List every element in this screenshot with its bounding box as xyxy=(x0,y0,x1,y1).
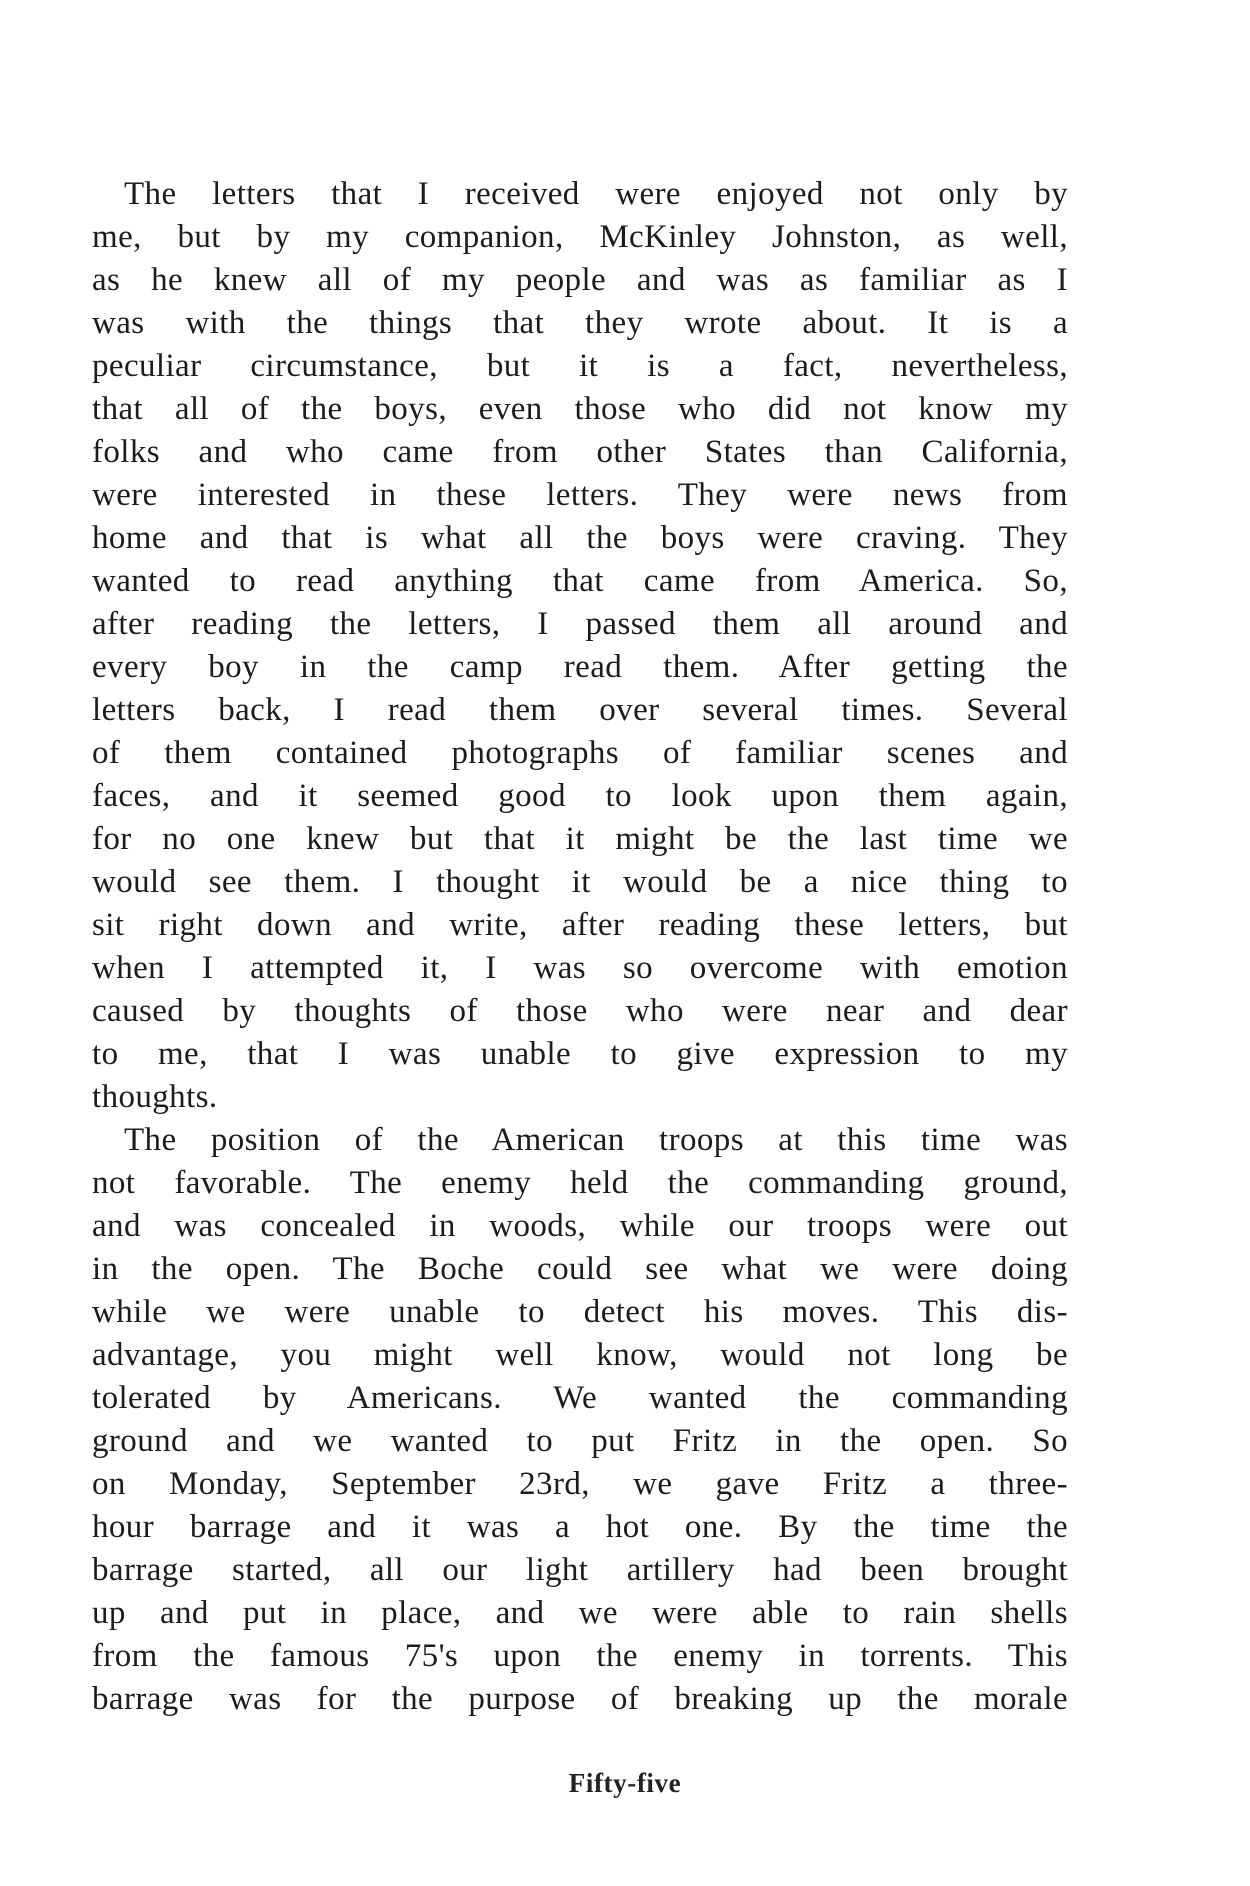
text-line: wanted to read anything that came from America. So, xyxy=(92,563,1068,599)
text-line: sit right down and write, after reading these letters, but xyxy=(92,907,1068,943)
paragraph-position xyxy=(92,1119,1068,1721)
text-line: on Monday, September 23rd, we gave Fritz a three- xyxy=(92,1466,1068,1502)
text-line: barrage was for the purpose of breaking up the morale xyxy=(92,1681,1068,1717)
text-line: when I attempted it, I was so overcome with emotion xyxy=(92,950,1068,986)
text-line: to me, that I was unable to give expression to my xyxy=(92,1036,1068,1072)
text-line: peculiar circumstance, but it is a fact, nevertheless, xyxy=(92,348,1068,384)
text-line: faces, and it seemed good to look upon them again, xyxy=(92,778,1068,814)
paragraph-letters xyxy=(92,173,1068,1119)
text-line: thoughts. xyxy=(92,1079,218,1115)
text-line: folks and who came from other States than California, xyxy=(92,434,1068,470)
text-line: barrage started, all our light artillery had been brought xyxy=(92,1552,1068,1588)
text-line: in the open. The Boche could see what we were doing xyxy=(92,1251,1068,1287)
text-line: me, but by my companion, McKinley Johnston, as well, xyxy=(92,219,1068,255)
text-line: for no one knew but that it might be the last time we xyxy=(92,821,1068,857)
text-line: from the famous 75's upon the enemy in torrents. This xyxy=(92,1638,1068,1674)
page-number: Fifty-five xyxy=(568,1768,682,1798)
text-line: and was concealed in woods, while our troops were out xyxy=(92,1208,1068,1244)
text-line: home and that is what all the boys were craving. They xyxy=(92,520,1068,556)
text-line: was with the things that they wrote about. It is a xyxy=(92,305,1068,341)
text-line: as he knew all of my people and was as familiar as I xyxy=(92,262,1068,298)
text-line: tolerated by Americans. We wanted the commanding xyxy=(92,1380,1068,1416)
text-line: of them contained photographs of familiar scenes and xyxy=(92,735,1068,771)
text-line: letters back, I read them over several times. Several xyxy=(92,692,1068,728)
body-text xyxy=(92,173,1068,1721)
text-line: ground and we wanted to put Fritz in the open. So xyxy=(92,1423,1068,1459)
text-line: were interested in these letters. They were news from xyxy=(92,477,1068,513)
text-line: advantage, you might well know, would not long be xyxy=(92,1337,1068,1373)
text-line: while we were unable to detect his moves. This dis- xyxy=(92,1294,1068,1330)
text-line: that all of the boys, even those who did not know my xyxy=(92,391,1068,427)
text-line: The position of the American troops at this time was xyxy=(124,1122,1068,1158)
text-line: caused by thoughts of those who were near and dear xyxy=(92,993,1068,1029)
text-line: up and put in place, and we were able to rain shells xyxy=(92,1595,1068,1631)
text-line: after reading the letters, I passed them all around and xyxy=(92,606,1068,642)
text-line: hour barrage and it was a hot one. By the time the xyxy=(92,1509,1068,1545)
text-line: every boy in the camp read them. After getting the xyxy=(92,649,1068,685)
text-line: would see them. I thought it would be a nice thing to xyxy=(92,864,1068,900)
text-line: The letters that I received were enjoyed not only by xyxy=(124,176,1068,212)
text-line: not favorable. The enemy held the commanding ground, xyxy=(92,1165,1068,1201)
